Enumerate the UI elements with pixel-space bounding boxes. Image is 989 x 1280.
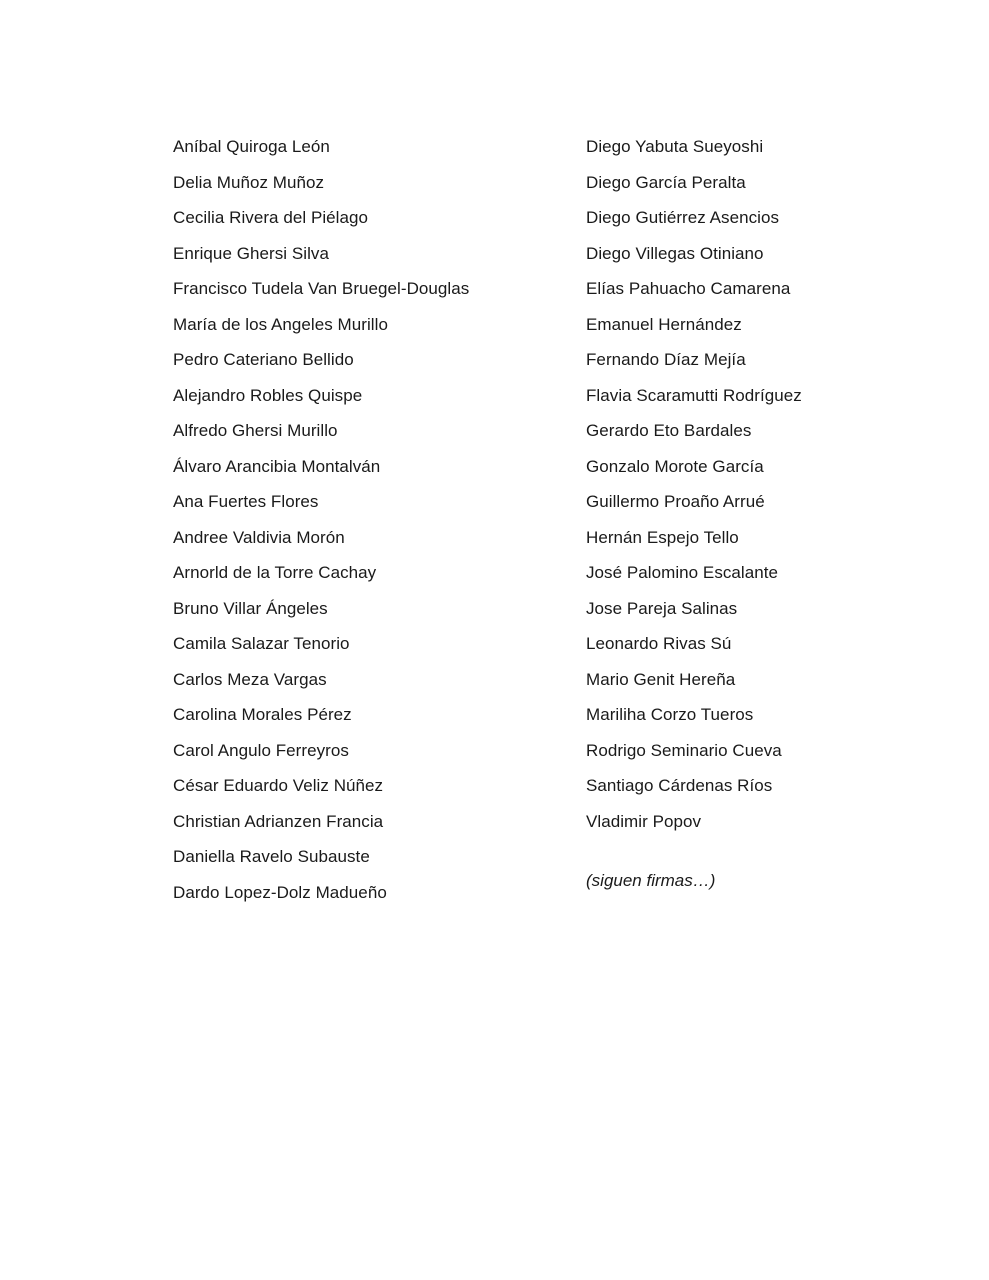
signatory-name: Francisco Tudela Van Bruegel-Douglas bbox=[173, 279, 470, 298]
signatory-name: Vladimir Popov bbox=[586, 811, 702, 831]
signatory-name: César Eduardo Veliz Núñez bbox=[173, 776, 384, 795]
signatory-name: Ana Fuertes Flores bbox=[173, 492, 319, 511]
signatory-name: María de los Angeles Murillo bbox=[173, 314, 388, 334]
signatory-name: Carolina Morales Pérez bbox=[173, 705, 352, 724]
signatory-name: Andree Valdivia Morón bbox=[173, 527, 345, 547]
signatory-name: Arnorld de la Torre Cachay bbox=[173, 563, 377, 582]
signatory-name: Camila Salazar Tenorio bbox=[173, 634, 350, 653]
signatory-name: Alejandro Robles Quispe bbox=[173, 385, 363, 405]
signatory-name: Mario Genit Hereña bbox=[586, 669, 736, 689]
signatory-name: Mariliha Corzo Tueros bbox=[586, 705, 754, 724]
signatory-name: Pedro Cateriano Bellido bbox=[173, 350, 354, 369]
signatory-name: Diego Yabuta Sueyoshi bbox=[586, 137, 764, 156]
signatory-name: Flavia Scaramutti Rodríguez bbox=[586, 385, 802, 405]
signatory-name: Daniella Ravelo Subauste bbox=[173, 847, 370, 866]
signatory-name: Dardo Lopez-Dolz Madueño bbox=[173, 882, 387, 902]
signatory-name: Diego Villegas Otiniano bbox=[586, 243, 764, 263]
continuation-note: (siguen firmas…) bbox=[586, 871, 716, 890]
signatory-name: Carol Angulo Ferreyros bbox=[173, 740, 349, 760]
signatory-name: Delia Muñoz Muñoz bbox=[173, 172, 325, 192]
signatory-name: Gonzalo Morote García bbox=[586, 456, 764, 476]
signatory-name: Elías Pahuacho Camarena bbox=[586, 279, 791, 298]
signatories-left-column bbox=[173, 135, 553, 916]
signatory-name: Diego Gutiérrez Asencios bbox=[586, 208, 780, 227]
signatory-name: Cecilia Rivera del Piélago bbox=[173, 208, 369, 227]
signatory-name: Emanuel Hernández bbox=[586, 314, 742, 334]
signatory-name: José Palomino Escalante bbox=[586, 563, 779, 582]
signatory-name: Enrique Ghersi Silva bbox=[173, 243, 329, 263]
signatory-name: Carlos Meza Vargas bbox=[173, 669, 327, 689]
signatory-name: Gerardo Eto Bardales bbox=[586, 421, 752, 440]
signatory-name: Santiago Cárdenas Ríos bbox=[586, 776, 773, 795]
signatory-name: Aníbal Quiroga León bbox=[173, 137, 330, 156]
signatory-name: Leonardo Rivas Sú bbox=[586, 634, 732, 653]
signatory-name: Álvaro Arancibia Montalván bbox=[173, 456, 381, 476]
signatory-name: Alfredo Ghersi Murillo bbox=[173, 421, 338, 440]
signatory-name: Rodrigo Seminario Cueva bbox=[586, 740, 782, 760]
signatory-name: Diego García Peralta bbox=[586, 172, 746, 192]
signatory-name: Bruno Villar Ángeles bbox=[173, 598, 328, 618]
signatory-name: Hernán Espejo Tello bbox=[586, 527, 739, 547]
signatory-name: Guillermo Proaño Arrué bbox=[586, 492, 765, 511]
signatory-name: Jose Pareja Salinas bbox=[586, 598, 738, 618]
signatory-name: Christian Adrianzen Francia bbox=[173, 811, 384, 831]
signatories-right-column bbox=[586, 135, 966, 845]
signatory-name: Fernando Díaz Mejía bbox=[586, 350, 746, 369]
